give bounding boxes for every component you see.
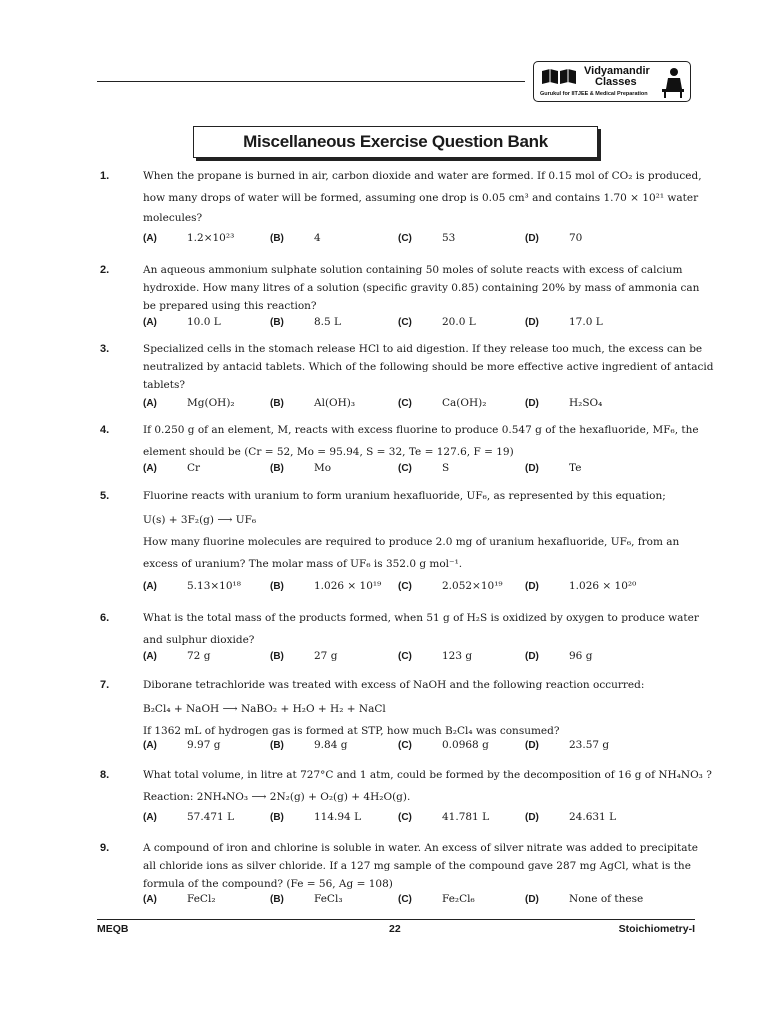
option-value: 57.471 L xyxy=(187,811,235,823)
option-value: 53 xyxy=(442,232,456,244)
option-value: 5.13×10¹⁸ xyxy=(187,580,241,592)
option-label: (B) xyxy=(270,463,284,474)
option-label: (A) xyxy=(143,398,157,409)
option-value: 96 g xyxy=(569,650,593,662)
option-label: (A) xyxy=(143,651,157,662)
option-value: 4 xyxy=(314,232,321,244)
option-value: 0.0968 g xyxy=(442,739,489,751)
question-text-line: When the propane is burned in air, carbon dioxide and water are formed. If 0.15 mol of CO₂ is produced, xyxy=(143,170,702,182)
question-number: 6. xyxy=(100,612,110,624)
option-label: (B) xyxy=(270,740,284,751)
option-label: (A) xyxy=(143,581,157,592)
option-label: (C) xyxy=(398,398,412,409)
option-label: (A) xyxy=(143,463,157,474)
option-label: (C) xyxy=(398,651,412,662)
question-text-line: neutralized by antacid tablets. Which of the following should be more effective active ingredient of antacid xyxy=(143,361,714,373)
option-value: 9.84 g xyxy=(314,739,348,751)
option-label: (B) xyxy=(270,651,284,662)
footer-rule xyxy=(97,919,695,920)
question-text-line: A compound of iron and chlorine is soluble in water. An excess of silver nitrate was added to precipitate xyxy=(143,842,698,854)
question-number: 3. xyxy=(100,343,110,355)
question-number: 7. xyxy=(100,679,110,691)
option-value: S xyxy=(442,462,450,474)
option-value: None of these xyxy=(569,893,644,905)
question-text-line: Specialized cells in the stomach release HCl to aid digestion. If they release too much, the excess can be xyxy=(143,343,703,355)
option-label: (B) xyxy=(270,317,284,328)
option-value: 1.026 × 10²⁰ xyxy=(569,580,637,592)
option-value: 27 g xyxy=(314,650,338,662)
option-label: (B) xyxy=(270,398,284,409)
options-row xyxy=(143,580,694,598)
option-value: Mg(OH)₂ xyxy=(187,397,235,409)
option-value: FeCl₂ xyxy=(187,893,216,905)
options-row xyxy=(143,232,694,250)
option-label: (C) xyxy=(398,581,412,592)
question-text-line: Reaction: 2NH₄NO₃ ⟶ 2N₂(g) + O₂(g) + 4H₂O(g). xyxy=(143,791,411,803)
option-value: Ca(OH)₂ xyxy=(442,397,487,409)
question-text-line: U(s) + 3F₂(g) ⟶ UF₆ xyxy=(143,514,257,526)
option-value: Te xyxy=(569,462,582,474)
option-value: 123 g xyxy=(442,650,473,662)
option-label: (C) xyxy=(398,463,412,474)
option-label: (D) xyxy=(525,651,539,662)
vidyamandir-logo xyxy=(533,61,691,102)
student-desk-icon xyxy=(660,65,686,99)
question-text-line: What is the total mass of the products formed, when 51 g of H₂S is oxidized by oxygen to produce water xyxy=(143,612,699,624)
question-text-line: all chloride ions as silver chloride. If a 127 mg sample of the compound gave 287 mg AgCl, what is the xyxy=(143,860,691,872)
question-text-line: formula of the compound? (Fe = 56, Ag = 108) xyxy=(143,878,393,890)
option-value: Cr xyxy=(187,462,201,474)
footer-left: MEQB xyxy=(97,923,129,935)
question-text-line: how many drops of water will be formed, assuming one drop is 0.05 cm³ and contains 1.70 × 10²¹ water xyxy=(143,192,699,204)
header-rule xyxy=(97,81,525,82)
option-label: (D) xyxy=(525,233,539,244)
question-number: 2. xyxy=(100,264,110,276)
question-text-line: and sulphur dioxide? xyxy=(143,634,255,646)
option-value: 20.0 L xyxy=(442,316,476,328)
option-label: (D) xyxy=(525,317,539,328)
option-label: (C) xyxy=(398,317,412,328)
option-label: (C) xyxy=(398,233,412,244)
options-row xyxy=(143,739,694,757)
option-label: (B) xyxy=(270,581,284,592)
option-value: FeCl₃ xyxy=(314,893,343,905)
option-value: Fe₂Cl₆ xyxy=(442,893,475,905)
option-value: 41.781 L xyxy=(442,811,490,823)
option-label: (B) xyxy=(270,894,284,905)
option-label: (A) xyxy=(143,233,157,244)
question-text-line: B₂Cl₄ + NaOH ⟶ NaBO₂ + H₂O + H₂ + NaCl xyxy=(143,703,386,715)
option-label: (D) xyxy=(525,894,539,905)
option-value: 1.026 × 10¹⁹ xyxy=(314,580,382,592)
option-label: (C) xyxy=(398,740,412,751)
option-value: 114.94 L xyxy=(314,811,362,823)
option-value: H₂SO₄ xyxy=(569,397,603,409)
option-value: 17.0 L xyxy=(569,316,603,328)
option-label: (D) xyxy=(525,398,539,409)
option-label: (C) xyxy=(398,894,412,905)
question-number: 8. xyxy=(100,769,110,781)
question-text-line: Fluorine reacts with uranium to form uranium hexafluoride, UF₆, as represented by this equation; xyxy=(143,490,666,502)
question-text-line: excess of uranium? The molar mass of UF₆ is 352.0 g mol⁻¹. xyxy=(143,558,463,570)
books-icon xyxy=(540,68,580,86)
option-label: (C) xyxy=(398,812,412,823)
page-title: Miscellaneous Exercise Question Bank xyxy=(193,126,598,158)
option-label: (B) xyxy=(270,233,284,244)
footer-right: Stoichiometry-I xyxy=(618,923,695,935)
option-label: (D) xyxy=(525,581,539,592)
logo-brand-line2: Classes xyxy=(595,76,637,88)
option-value: 9.97 g xyxy=(187,739,221,751)
options-row xyxy=(143,397,694,415)
option-value: 70 xyxy=(569,232,583,244)
option-label: (D) xyxy=(525,463,539,474)
option-value: 72 g xyxy=(187,650,211,662)
question-text-line: hydroxide. How many litres of a solution (specific gravity 0.85) containing 20% by mass of ammonia can xyxy=(143,282,700,294)
question-number: 5. xyxy=(100,490,110,502)
question-text-line: be prepared using this reaction? xyxy=(143,300,317,312)
option-label: (D) xyxy=(525,812,539,823)
option-label: (A) xyxy=(143,894,157,905)
option-value: Al(OH)₃ xyxy=(314,397,356,409)
question-text-line: tablets? xyxy=(143,379,186,391)
footer-page-number: 22 xyxy=(389,923,401,935)
question-number: 9. xyxy=(100,842,110,854)
options-row xyxy=(143,650,694,668)
option-label: (D) xyxy=(525,740,539,751)
option-value: 1.2×10²³ xyxy=(187,232,235,244)
option-value: 24.631 L xyxy=(569,811,617,823)
option-value: 10.0 L xyxy=(187,316,221,328)
option-label: (A) xyxy=(143,812,157,823)
option-label: (B) xyxy=(270,812,284,823)
question-text-line: An aqueous ammonium sulphate solution containing 50 moles of solute reacts with excess of calcium xyxy=(143,264,683,276)
question-text-line: If 1362 mL of hydrogen gas is formed at STP, how much B₂Cl₄ was consumed? xyxy=(143,725,560,737)
options-row xyxy=(143,893,694,911)
question-text-line: molecules? xyxy=(143,212,203,224)
option-value: 2.052×10¹⁹ xyxy=(442,580,503,592)
question-number: 1. xyxy=(100,170,110,182)
option-value: 8.5 L xyxy=(314,316,342,328)
question-text-line: What total volume, in litre at 727°C and 1 atm, could be formed by the decomposition of 16 g of NH₄NO₃ ? xyxy=(143,769,712,781)
question-text-line: If 0.250 g of an element, M, reacts with excess fluorine to produce 0.547 g of the hexafluoride, MF₆, the xyxy=(143,424,699,436)
question-text-line: Diborane tetrachloride was treated with excess of NaOH and the following reaction occurred: xyxy=(143,679,645,691)
options-row xyxy=(143,462,694,480)
options-row xyxy=(143,316,694,334)
options-row xyxy=(143,811,694,829)
option-value: Mo xyxy=(314,462,332,474)
question-number: 4. xyxy=(100,424,110,436)
option-label: (A) xyxy=(143,740,157,751)
option-value: 23.57 g xyxy=(569,739,610,751)
logo-tagline: Gurukul for IITJEE & Medical Preparation xyxy=(540,91,648,97)
question-text-line: element should be (Cr = 52, Mo = 95.94, S = 32, Te = 127.6, F = 19) xyxy=(143,446,514,458)
option-label: (A) xyxy=(143,317,157,328)
question-text-line: How many fluorine molecules are required to produce 2.0 mg of uranium hexafluoride, UF₆, from an xyxy=(143,536,680,548)
logo-brand-line1: Vidyamandir xyxy=(584,65,650,77)
